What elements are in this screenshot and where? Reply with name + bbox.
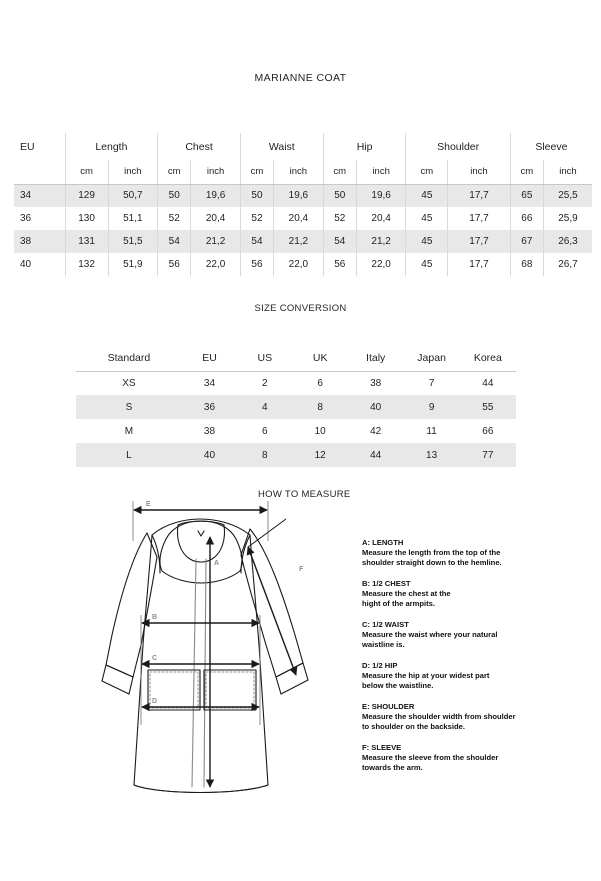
right-cuff-sides [276, 663, 308, 694]
instruction-line: waistline is. [362, 640, 405, 650]
cell: 50 [158, 184, 191, 207]
neck-top [178, 521, 224, 525]
hem-line [134, 785, 268, 793]
conv-cell: 42 [370, 425, 382, 437]
unit-header-waist-cm: cm [240, 160, 273, 184]
cell: 21,2 [274, 230, 324, 253]
unit-header-chest-inch: inch [191, 160, 241, 184]
cell: 66 [510, 207, 543, 230]
cell: 130 [65, 207, 108, 230]
cell: 52 [323, 207, 356, 230]
conv-cell: 7 [428, 377, 435, 389]
row-eu-size: 34 [14, 184, 65, 207]
conv-header-eu: EU [182, 345, 237, 371]
cell: 56 [240, 253, 273, 276]
diagram-label-c: C [152, 655, 158, 662]
conv-cell: 8 [237, 443, 292, 467]
collar-outline [160, 521, 242, 583]
conv-header-italy: Italy [348, 345, 404, 371]
conv-cell-standard: XS [122, 377, 136, 389]
page-title: MARIANNE COAT [254, 72, 347, 84]
group-header-sleeve: Sleeve [535, 140, 568, 153]
instruction-line: shoulder straight down to the hemline. [362, 558, 502, 568]
group-header-waist: Waist [240, 133, 323, 160]
table-row [14, 184, 592, 207]
conv-cell: 66 [482, 425, 494, 437]
cell: 52 [240, 207, 273, 230]
conv-cell-standard: L [76, 443, 182, 467]
conv-cell: 38 [370, 377, 382, 389]
cell: 25,5 [543, 184, 592, 207]
instruction-line: to shoulder on the backside. [362, 722, 465, 732]
cell: 56 [158, 253, 191, 276]
conv-header-japan: Japan [403, 345, 459, 371]
conv-cell: 34 [203, 377, 216, 389]
cell: 26,3 [543, 230, 592, 253]
conversion-table-body [76, 371, 516, 467]
table-row [14, 253, 592, 276]
unit-header-shoulder-inch: inch [448, 160, 511, 184]
conv-cell: 6 [262, 425, 268, 437]
instruction-shoulder [362, 702, 592, 732]
cell: 17,7 [448, 207, 511, 230]
cell: 54 [323, 230, 356, 253]
table-row [14, 207, 592, 230]
right-cuff-edge [281, 680, 308, 694]
conv-header-korea: Korea [460, 345, 516, 371]
conv-cell: 4 [237, 395, 292, 419]
measure-instructions [362, 538, 592, 773]
conv-cell: 77 [460, 443, 516, 467]
conv-cell: 44 [348, 443, 404, 467]
coat-diagram [100, 495, 350, 850]
conv-cell: 11 [426, 425, 437, 437]
cell: 52 [158, 207, 191, 230]
instruction-line: towards the arm. [362, 763, 423, 773]
right-cuff-line [276, 663, 303, 677]
cell: 45 [406, 184, 448, 207]
table-row [76, 443, 516, 467]
cell: 20,4 [274, 207, 324, 230]
diagram-label-a: A [214, 560, 220, 567]
group-header-shoulder: Shoulder [406, 133, 510, 160]
size-table-body [14, 184, 592, 276]
diagram-label-b: B [152, 614, 158, 621]
table-row [14, 230, 592, 253]
cell: 22,0 [274, 253, 324, 276]
cell: 19,6 [356, 184, 406, 207]
instruction-length [362, 538, 592, 568]
instruction-line: Measure the waist where your natural [362, 630, 498, 640]
measure-line-sleeve [248, 547, 296, 675]
cell: 50 [323, 184, 356, 207]
cell: 50,7 [108, 184, 158, 207]
cell: 17,7 [448, 184, 511, 207]
cell: 45 [406, 230, 448, 253]
table-row [76, 395, 516, 419]
conv-cell: 10 [314, 425, 326, 437]
cell: 132 [65, 253, 108, 276]
conv-cell: 2 [262, 377, 268, 389]
left-pocket-stitch [150, 672, 198, 708]
instruction-heading: C: 1/2 WAIST [362, 620, 409, 630]
conv-header-uk: UK [293, 345, 348, 371]
unit-header-chest-cm: cm [158, 160, 191, 184]
cell: 21,2 [356, 230, 406, 253]
cell: 19,6 [191, 184, 241, 207]
group-header-eu: EU [14, 133, 65, 160]
table-unit-header-row [14, 160, 592, 184]
diagram-label-d: D [152, 698, 158, 705]
unit-header-hip-inch: inch [356, 160, 406, 184]
cell: 45 [406, 253, 448, 276]
cell: 22,0 [191, 253, 241, 276]
table-row [76, 371, 516, 395]
group-header-length: Length [65, 133, 158, 160]
cell: 20,4 [191, 207, 241, 230]
left-cuff-line [106, 665, 133, 677]
cell: 54 [158, 230, 191, 253]
diagram-label-f: F [299, 566, 304, 573]
placket-left-line [192, 559, 196, 787]
conv-cell: 44 [482, 377, 494, 389]
cell: 45 [406, 207, 448, 230]
conv-cell: 55 [460, 395, 516, 419]
conv-cell: 12 [293, 443, 348, 467]
unit-header-sleeve-cm: cm [510, 160, 543, 184]
conv-cell-standard: M [124, 425, 134, 437]
table-group-header-row [14, 133, 592, 160]
row-eu-size: 40 [14, 253, 65, 276]
instruction-heading: B: 1/2 CHEST [362, 579, 411, 589]
conv-cell: 8 [293, 395, 348, 419]
cell: 51,9 [108, 253, 158, 276]
cell: 17,7 [448, 230, 511, 253]
cell: 26,7 [558, 259, 578, 270]
left-cuff-edge [102, 681, 129, 694]
instruction-waist [362, 620, 592, 650]
conv-header-standard: Standard [76, 345, 182, 371]
conv-cell: 40 [182, 443, 237, 467]
instruction-heading: F: SLEEVE [362, 743, 402, 753]
cell: 19,6 [274, 184, 324, 207]
unit-header-length-inch: inch [108, 160, 158, 184]
conversion-header-row [76, 345, 516, 371]
instruction-line: Measure the shoulder width from shoulder [362, 712, 516, 722]
cell: 54 [240, 230, 273, 253]
conv-cell: 9 [403, 395, 459, 419]
conv-cell-standard: S [76, 395, 182, 419]
group-header-hip: Hip [323, 133, 406, 160]
instruction-heading: A: LENGTH [362, 538, 404, 547]
conv-cell: 13 [403, 443, 459, 467]
conv-cell: 36 [182, 395, 237, 419]
instruction-sleeve [362, 743, 592, 773]
instruction-chest [362, 579, 592, 609]
conv-header-us: US [237, 345, 292, 371]
instruction-heading: D: 1/2 HIP [362, 661, 398, 671]
neckline-arc [178, 525, 225, 562]
right-pocket-stitch [206, 672, 254, 708]
instruction-heading: E: SHOULDER [362, 702, 415, 712]
group-header-chest: Chest [158, 133, 241, 160]
cell: 51,1 [108, 207, 158, 230]
diagram-label-e: E [146, 501, 151, 508]
unit-header-waist-inch: inch [274, 160, 324, 184]
cell: 67 [510, 230, 543, 253]
table-row [76, 419, 516, 443]
cell: 65 [510, 184, 543, 207]
left-cuff-sides [102, 665, 133, 694]
instruction-line: Measure the hip at your widest part [362, 671, 490, 681]
instruction-line: hight of the armpits. [362, 599, 435, 609]
cell: 51,5 [108, 230, 158, 253]
unit-header-hip-cm: cm [323, 160, 356, 184]
unit-header-length-cm: cm [65, 160, 108, 184]
instruction-line: Measure the chest at the [362, 589, 451, 599]
size-measurement-table [14, 133, 592, 276]
left-sleeve-outline [106, 533, 157, 677]
how-to-measure-title: HOW TO MEASURE [258, 489, 351, 500]
conv-cell: 38 [203, 425, 216, 437]
cell: 20,4 [356, 207, 406, 230]
unit-header-sleeve-inch: inch [543, 160, 592, 184]
cell: 17,7 [448, 253, 511, 276]
cell: 22,0 [356, 253, 406, 276]
instruction-line: Measure the sleeve from the shoulder [362, 753, 499, 763]
cell: 56 [323, 253, 356, 276]
cell: 68 [510, 253, 543, 276]
unit-header-blank [14, 160, 65, 184]
conv-cell: 40 [348, 395, 404, 419]
cell: 25,9 [558, 213, 578, 224]
row-eu-size: 36 [14, 207, 65, 230]
instruction-line: below the waistline. [362, 681, 434, 691]
instruction-hip [362, 661, 592, 691]
cell: 21,2 [191, 230, 241, 253]
cell: 129 [65, 184, 108, 207]
row-eu-size: 38 [14, 230, 65, 253]
conv-cell: 6 [317, 377, 323, 389]
size-conversion-title: SIZE CONVERSION [254, 303, 347, 314]
cell: 131 [65, 230, 108, 253]
size-conversion-table [76, 345, 516, 467]
unit-header-shoulder-cm: cm [406, 160, 448, 184]
cell: 50 [240, 184, 273, 207]
collar-notch [198, 531, 204, 536]
right-pocket [204, 670, 256, 710]
instruction-line: Measure the length from the top of the [362, 548, 501, 558]
